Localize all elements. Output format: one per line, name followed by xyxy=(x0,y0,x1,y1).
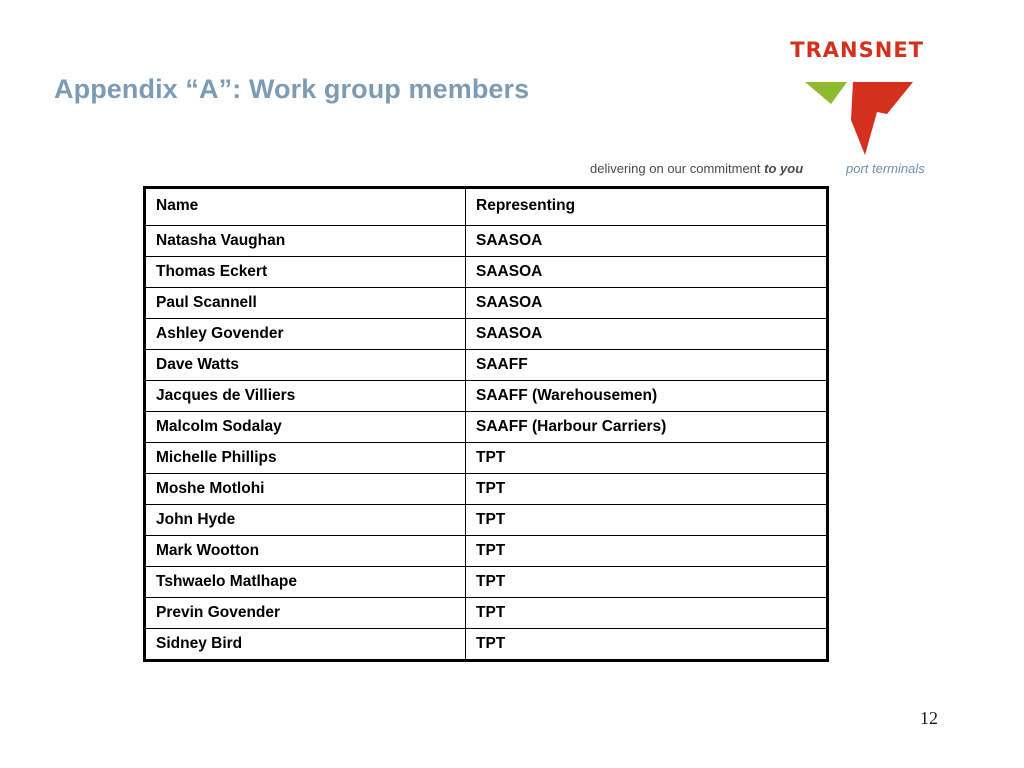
brand-tagline xyxy=(590,161,803,176)
division-label: port terminals xyxy=(846,161,925,176)
member-name: Dave Watts xyxy=(145,350,466,381)
member-representing: TPT xyxy=(466,505,828,536)
table-row xyxy=(145,257,828,288)
table-row xyxy=(145,536,828,567)
slide-title: Appendix “A”: Work group members xyxy=(54,74,530,104)
table-row xyxy=(145,629,828,661)
member-name: Sidney Bird xyxy=(145,629,466,661)
member-name: Mark Wootton xyxy=(145,536,466,567)
member-representing: SAASOA xyxy=(466,257,828,288)
table-row xyxy=(145,598,828,629)
tagline-emphasis: to you xyxy=(764,161,804,176)
page-number: 12 xyxy=(920,708,938,728)
member-representing: SAASOA xyxy=(466,319,828,350)
transnet-logo-icon xyxy=(805,80,915,155)
member-representing: SAAFF (Harbour Carriers) xyxy=(466,412,828,443)
member-representing: SAAFF (Warehousemen) xyxy=(466,381,828,412)
member-name: Michelle Phillips xyxy=(145,443,466,474)
member-representing: SAASOA xyxy=(466,288,828,319)
table-row xyxy=(145,412,828,443)
table-row xyxy=(145,505,828,536)
transnet-brand-block xyxy=(560,30,980,190)
member-name: Jacques de Villiers xyxy=(145,381,466,412)
member-representing: TPT xyxy=(466,567,828,598)
tagline-prefix: delivering on our commitment xyxy=(590,161,765,176)
table-row xyxy=(145,567,828,598)
member-name: Thomas Eckert xyxy=(145,257,466,288)
table-row xyxy=(145,319,828,350)
member-representing: TPT xyxy=(466,598,828,629)
table-row xyxy=(145,288,828,319)
table-row xyxy=(145,226,828,257)
member-representing: SAAFF xyxy=(466,350,828,381)
member-representing: TPT xyxy=(466,443,828,474)
table-row xyxy=(145,350,828,381)
column-header-name: Name xyxy=(145,188,466,226)
table-row xyxy=(145,443,828,474)
table-row xyxy=(145,381,828,412)
logo-green-shape xyxy=(805,82,847,104)
member-name: Ashley Govender xyxy=(145,319,466,350)
member-name: Moshe Motlohi xyxy=(145,474,466,505)
member-name: Previn Govender xyxy=(145,598,466,629)
member-name: Malcolm Sodalay xyxy=(145,412,466,443)
logo-red-shape xyxy=(851,82,913,155)
work-group-members-table xyxy=(143,186,829,662)
member-name: Paul Scannell xyxy=(145,288,466,319)
column-header-representing: Representing xyxy=(466,188,828,226)
member-name: John Hyde xyxy=(145,505,466,536)
member-representing: TPT xyxy=(466,629,828,661)
member-representing: TPT xyxy=(466,536,828,567)
transnet-wordmark: TRANSNET xyxy=(790,38,924,62)
table-row xyxy=(145,474,828,505)
member-representing: TPT xyxy=(466,474,828,505)
member-name: Natasha Vaughan xyxy=(145,226,466,257)
member-representing: SAASOA xyxy=(466,226,828,257)
table-header-row xyxy=(145,188,828,226)
member-name: Tshwaelo Matlhape xyxy=(145,567,466,598)
